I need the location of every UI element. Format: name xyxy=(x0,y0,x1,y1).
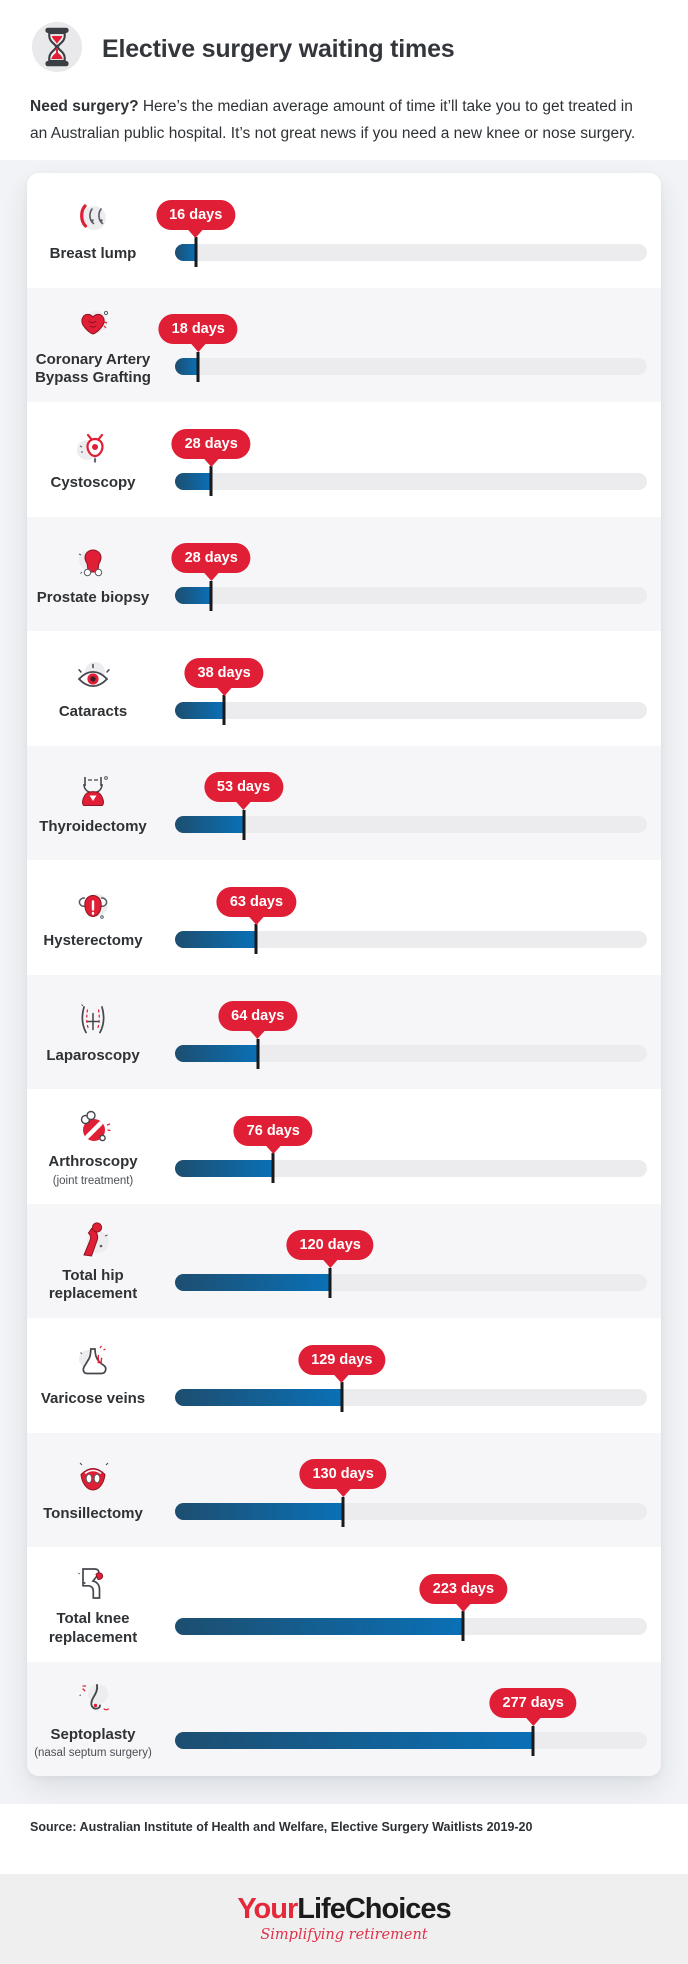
surgery-label-column xyxy=(27,1562,175,1647)
surgery-label-column xyxy=(27,770,175,836)
days-badge-label: 120 days xyxy=(287,1230,374,1260)
bar-area xyxy=(175,1002,647,1062)
surgery-label: Coronary Artery Bypass Grafting xyxy=(35,350,151,387)
days-badge-label: 63 days xyxy=(217,887,296,917)
surgery-label-column xyxy=(27,541,175,607)
progress-track xyxy=(171,321,647,375)
days-badge xyxy=(172,429,251,467)
badge-tail xyxy=(250,1030,266,1039)
days-badge xyxy=(420,1574,507,1612)
table-row xyxy=(27,517,661,632)
table-row xyxy=(27,1433,661,1548)
table-row xyxy=(27,1204,661,1319)
days-badge xyxy=(287,1230,374,1268)
thyroid-icon xyxy=(71,770,115,814)
days-badge xyxy=(218,1001,297,1039)
bar-end-tick xyxy=(256,1039,259,1069)
badge-tail xyxy=(216,687,232,696)
table-row xyxy=(27,975,661,1090)
bar-end-tick xyxy=(532,1726,535,1756)
progress-track xyxy=(175,1580,647,1635)
logo-rest: LifeChoices xyxy=(297,1893,451,1926)
surgery-label: Breast lump xyxy=(49,245,137,263)
bar-area xyxy=(175,1575,647,1635)
surgery-label: Tonsillectomy xyxy=(43,1504,143,1522)
surgery-label: Hysterectomy xyxy=(43,932,143,950)
progress-track xyxy=(175,1122,647,1177)
badge-tail xyxy=(188,229,204,238)
bar-area xyxy=(175,430,647,490)
days-badge-label: 277 days xyxy=(490,1688,577,1718)
table-row xyxy=(27,402,661,517)
surgery-label: Cataracts xyxy=(58,703,128,721)
progress-track xyxy=(175,1008,647,1062)
yourlifechoices-logo xyxy=(237,1895,450,1924)
surgery-label: Total hip replacement xyxy=(48,1266,138,1303)
surgery-label-column xyxy=(27,1457,175,1523)
badge-tail xyxy=(265,1145,281,1154)
table-row xyxy=(27,288,661,403)
progress-fill xyxy=(175,702,224,719)
table-row xyxy=(27,746,661,861)
surgery-label-column xyxy=(27,303,175,388)
page-title: Elective surgery waiting times xyxy=(102,35,455,63)
waiting-times-chart xyxy=(27,173,661,1776)
header xyxy=(0,0,688,79)
pelvis-icon xyxy=(71,999,115,1043)
progress-track xyxy=(175,664,647,719)
days-badge-label: 28 days xyxy=(172,543,251,573)
bar-area xyxy=(175,888,647,948)
badge-tail xyxy=(455,1603,471,1612)
badge-tail xyxy=(322,1259,338,1268)
logo-tagline: Simplifying retirement xyxy=(260,1927,428,1944)
source-section xyxy=(0,1804,688,1874)
progress-track xyxy=(175,1466,647,1520)
surgery-label-column xyxy=(27,655,175,721)
days-badge-label: 53 days xyxy=(204,772,283,802)
progress-track xyxy=(175,779,647,833)
bar-end-tick xyxy=(197,352,200,382)
progress-fill xyxy=(175,473,211,490)
nose-icon xyxy=(71,1678,115,1722)
days-badge-label: 18 days xyxy=(159,314,238,344)
days-badge xyxy=(159,314,238,352)
progress-track xyxy=(175,893,647,948)
bar-end-tick xyxy=(462,1611,465,1641)
days-badge-label: 16 days xyxy=(156,200,235,230)
joint-icon xyxy=(71,1105,115,1149)
days-badge-label: 64 days xyxy=(218,1001,297,1031)
surgery-label-column xyxy=(27,1219,175,1304)
surgery-label: Arthroscopy xyxy=(48,1153,138,1171)
table-row xyxy=(27,1318,661,1433)
days-badge xyxy=(185,658,264,696)
progress-track xyxy=(175,1695,647,1749)
progress-fill xyxy=(175,816,244,833)
table-row xyxy=(27,1662,661,1777)
bar-end-tick xyxy=(194,237,197,267)
days-badge xyxy=(234,1116,313,1154)
surgery-label-column xyxy=(27,1342,175,1408)
intro-rest: Here’s the median average amount of time it’ll take you to get treated in an Australian public hospital. It’s not great news if you need a new knee or nose surgery. xyxy=(30,98,636,142)
surgery-label: Septoplasty xyxy=(50,1725,136,1743)
badge-tail xyxy=(335,1488,351,1497)
badge-tail xyxy=(203,572,219,581)
days-badge-label: 38 days xyxy=(185,658,264,688)
surgery-label-column xyxy=(27,1105,175,1188)
days-badge-label: 130 days xyxy=(299,1459,386,1489)
hip-icon xyxy=(71,1219,115,1263)
progress-fill xyxy=(175,244,196,261)
bar-area xyxy=(175,544,647,604)
days-badge xyxy=(217,887,296,925)
days-badge xyxy=(172,543,251,581)
bar-end-tick xyxy=(255,924,258,954)
knee-icon xyxy=(71,1562,115,1606)
surgery-label: Thyroidectomy xyxy=(39,817,147,835)
bar-area xyxy=(171,315,647,375)
badge-tail xyxy=(190,343,206,352)
bar-end-tick xyxy=(210,466,213,496)
progress-fill xyxy=(175,1045,258,1062)
days-badge-label: 223 days xyxy=(420,1574,507,1604)
progress-fill xyxy=(175,1274,330,1291)
hourglass-icon xyxy=(30,20,84,79)
progress-track xyxy=(175,1351,647,1406)
surgery-label: Varicose veins xyxy=(40,1390,146,1408)
bar-area xyxy=(175,773,647,833)
intro-text xyxy=(30,94,645,147)
badge-tail xyxy=(203,458,219,467)
days-badge xyxy=(299,1459,386,1497)
mouth-icon xyxy=(71,1457,115,1501)
eye-icon xyxy=(71,655,115,699)
table-row xyxy=(27,1089,661,1204)
days-badge-label: 129 days xyxy=(298,1345,385,1375)
bar-end-tick xyxy=(342,1497,345,1527)
table-row xyxy=(27,860,661,975)
progress-fill xyxy=(175,931,256,948)
bar-end-tick xyxy=(272,1153,275,1183)
bar-area xyxy=(175,1460,647,1520)
bar-area xyxy=(175,1231,647,1291)
days-badge xyxy=(490,1688,577,1726)
badge-tail xyxy=(236,801,252,810)
surgery-label-column xyxy=(27,1678,175,1761)
footer xyxy=(0,1874,688,1964)
days-badge-label: 76 days xyxy=(234,1116,313,1146)
table-row xyxy=(27,173,661,288)
badge-tail xyxy=(334,1374,350,1383)
intro-lead: Need surgery? xyxy=(30,98,139,115)
surgery-label-column xyxy=(27,197,175,263)
table-row xyxy=(27,631,661,746)
surgery-sublabel: (nasal septum surgery) xyxy=(34,1747,152,1760)
source-text: Source: Australian Institute of Health and Welfare, Elective Surgery Waitlists 2019-20 xyxy=(30,1820,533,1835)
progress-fill xyxy=(175,1618,463,1635)
chart-section xyxy=(0,160,688,1804)
surgery-label-column xyxy=(27,426,175,492)
surgery-label: Cystoscopy xyxy=(50,474,136,492)
days-badge xyxy=(156,200,235,238)
surgery-label: Prostate biopsy xyxy=(36,588,150,606)
foot-icon xyxy=(71,1342,115,1386)
progress-fill xyxy=(175,1389,342,1406)
progress-track xyxy=(175,550,647,604)
progress-track xyxy=(169,206,647,261)
progress-track xyxy=(175,435,647,490)
badge-tail xyxy=(525,1717,541,1726)
days-badge xyxy=(204,772,283,810)
badge-tail xyxy=(248,916,264,925)
bar-area xyxy=(169,201,647,261)
progress-track xyxy=(175,1237,647,1291)
bladder-icon xyxy=(71,426,115,470)
surgery-label-column xyxy=(27,999,175,1065)
bar-end-tick xyxy=(340,1382,343,1412)
table-row xyxy=(27,1547,661,1662)
days-badge xyxy=(298,1345,385,1383)
days-badge-label: 28 days xyxy=(172,429,251,459)
breast-icon xyxy=(71,197,115,241)
logo-your: Your xyxy=(237,1893,298,1926)
bar-area xyxy=(175,1346,647,1406)
prostate-icon xyxy=(71,541,115,585)
surgery-label-column xyxy=(27,884,175,950)
progress-fill xyxy=(175,358,198,375)
bar-area xyxy=(175,659,647,719)
bar-end-tick xyxy=(329,1268,332,1298)
heart-icon xyxy=(71,303,115,347)
progress-fill xyxy=(175,1503,343,1520)
surgery-label: Laparoscopy xyxy=(46,1046,140,1064)
surgery-label: Total knee replacement xyxy=(48,1610,138,1646)
bar-end-tick xyxy=(242,810,245,840)
uterus-icon xyxy=(71,884,115,928)
bar-end-tick xyxy=(223,695,226,725)
bar-area xyxy=(175,1117,647,1177)
surgery-sublabel: (joint treatment) xyxy=(52,1174,134,1187)
bar-end-tick xyxy=(210,581,213,611)
progress-fill xyxy=(175,1732,533,1749)
progress-fill xyxy=(175,1160,273,1177)
bar-area xyxy=(175,1689,647,1749)
progress-fill xyxy=(175,587,211,604)
